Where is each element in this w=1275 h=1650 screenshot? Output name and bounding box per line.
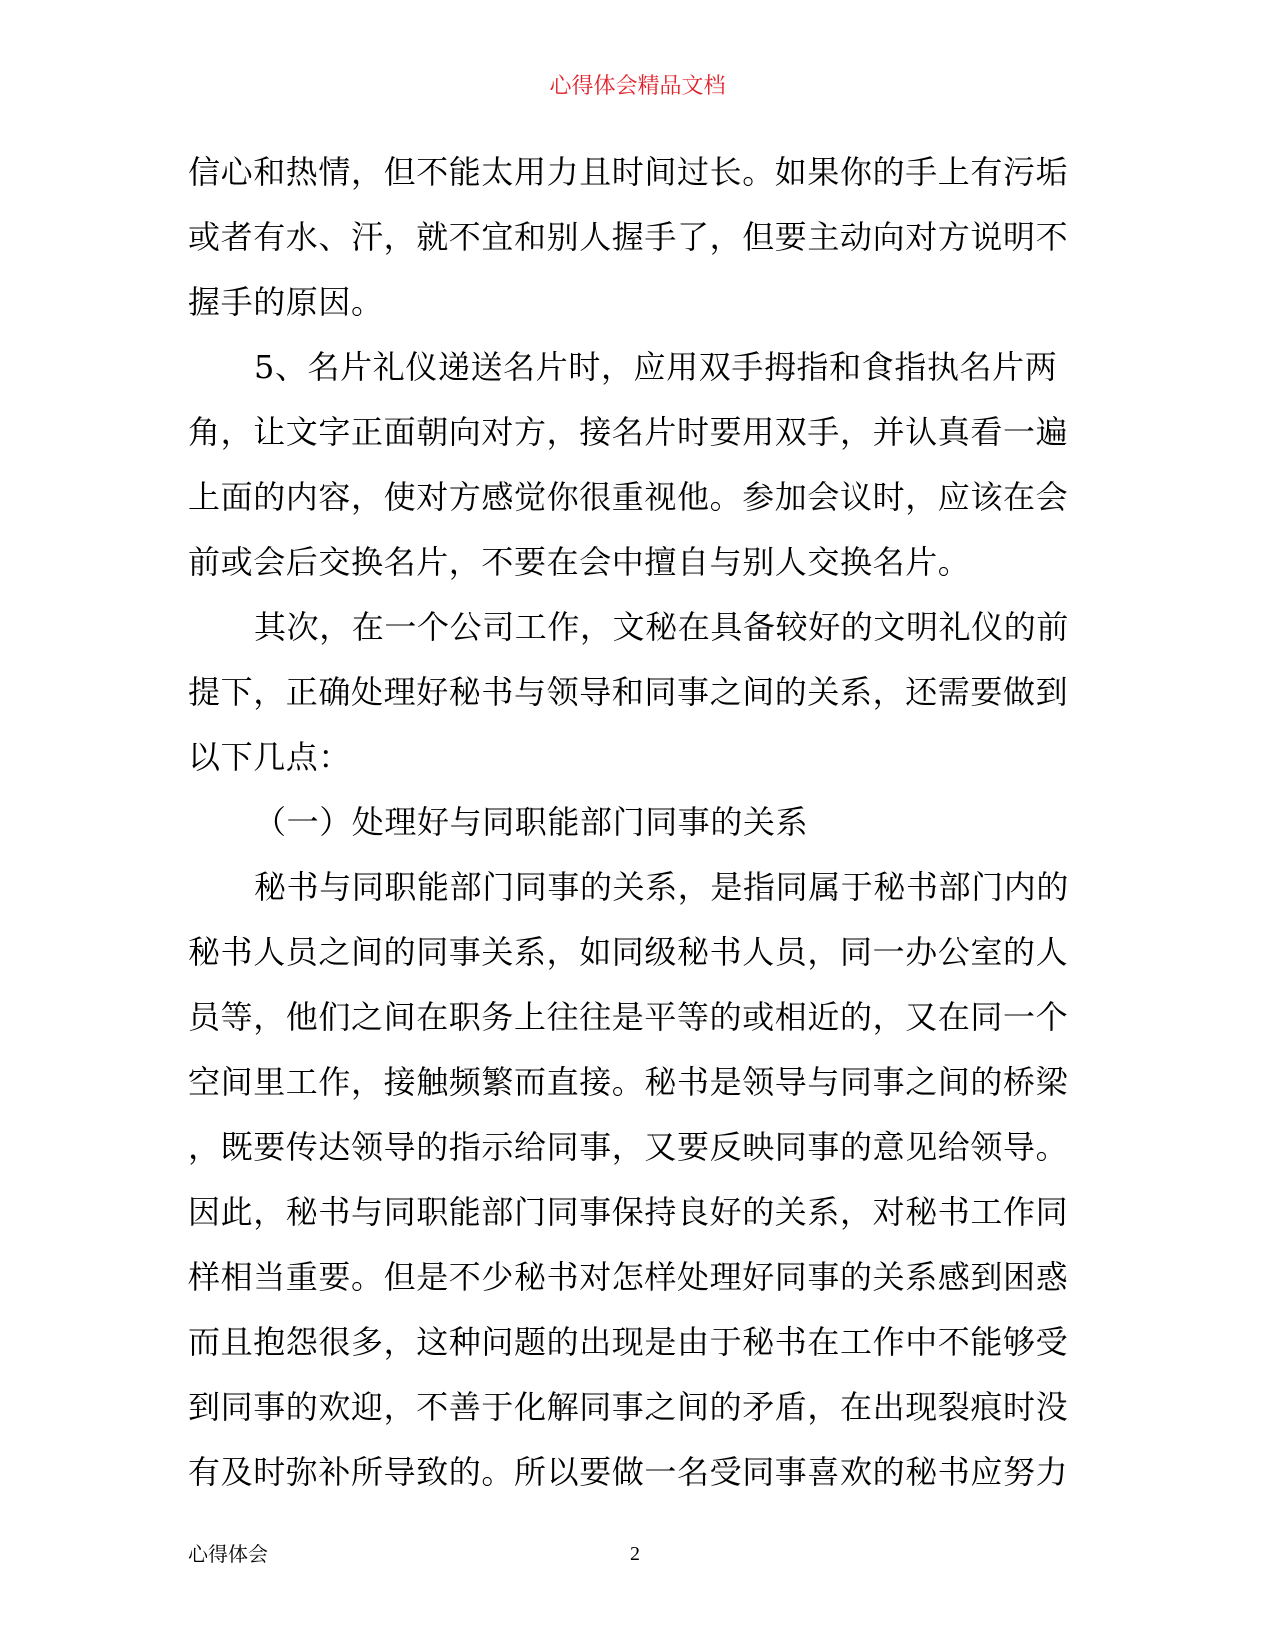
paragraph-start-line: 秘书与同职能部门同事的关系，是指同属于秘书部门内的 bbox=[254, 868, 1070, 906]
body-line: 样相当重要。但是不少秘书对怎样处理好同事的关系感到困惑 bbox=[188, 1258, 1069, 1296]
body-line: 秘书人员之间的同事关系，如同级秘书人员，同一办公室的人 bbox=[188, 933, 1069, 971]
body-line: 前或会后交换名片，不要在会中擅自与别人交换名片。 bbox=[188, 543, 971, 581]
body-line: 以下几点： bbox=[188, 738, 352, 776]
document-body bbox=[188, 140, 1090, 1505]
page-number: 2 bbox=[630, 1543, 640, 1565]
section-heading: （一）处理好与同职能部门同事的关系 bbox=[254, 803, 809, 841]
body-line: 角，让文字正面朝向对方，接名片时要用双手，并认真看一遍 bbox=[188, 413, 1069, 451]
paragraph-start-line: 5、名片礼仪递送名片时，应用双手拇指和食指执名片两 bbox=[254, 348, 1058, 386]
page-header-title: 心得体会精品文档 bbox=[549, 74, 726, 99]
body-line: 或者有水、汗，就不宜和别人握手了，但要主动向对方说明不 bbox=[188, 218, 1069, 256]
paragraph-start-line: 其次，在一个公司工作，文秘在具备较好的文明礼仪的前 bbox=[254, 608, 1070, 646]
body-line: 到同事的欢迎，不善于化解同事之间的矛盾，在出现裂痕时没 bbox=[188, 1388, 1069, 1426]
body-line: 握手的原因。 bbox=[188, 283, 384, 321]
body-line: 信心和热情，但不能太用力且时间过长。如果你的手上有污垢 bbox=[188, 153, 1069, 191]
body-line: 而且抱怨很多，这种问题的出现是由于秘书在工作中不能够受 bbox=[188, 1323, 1069, 1361]
body-line: 员等，他们之间在职务上往往是平等的或相近的，又在同一个 bbox=[188, 998, 1069, 1036]
footer-label: 心得体会 bbox=[188, 1542, 268, 1566]
body-line: 空间里工作，接触频繁而直接。秘书是领导与同事之间的桥梁 bbox=[188, 1063, 1069, 1101]
body-line: 上面的内容，使对方感觉你很重视他。参加会议时，应该在会 bbox=[188, 478, 1069, 516]
body-line: 提下，正确处理好秘书与领导和同事之间的关系，还需要做到 bbox=[188, 673, 1069, 711]
body-line: 因此，秘书与同职能部门同事保持良好的关系，对秘书工作同 bbox=[188, 1193, 1069, 1231]
body-line: 有及时弥补所导致的。所以要做一名受同事喜欢的秘书应努力 bbox=[188, 1453, 1069, 1491]
body-line: ，既要传达领导的指示给同事，又要反映同事的意见给领导。 bbox=[188, 1128, 1069, 1166]
